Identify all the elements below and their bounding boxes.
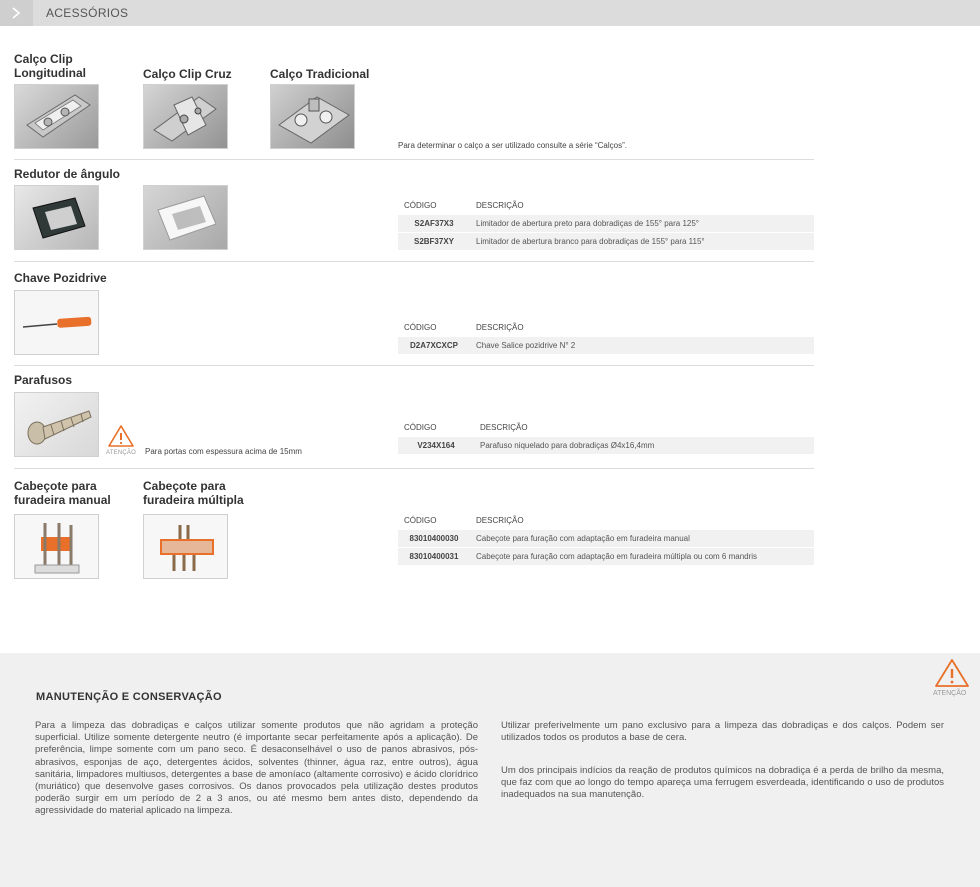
redutor-title: Redutor de ângulo [14, 167, 120, 181]
description-header: DESCRIÇÃO [476, 323, 524, 332]
code-header: CÓDIGO [404, 423, 437, 432]
product-code: 83010400030 [398, 530, 470, 547]
code-header: CÓDIGO [404, 201, 437, 210]
table-row [398, 437, 814, 454]
section-title: ACESSÓRIOS [46, 6, 129, 20]
maintenance-paragraph-2: Utilizar preferivelmente um pano exclusivo para a limpeza das dobradiças e dos calços. Podem ser utilizados todos os produtos a base de cera. [501, 720, 944, 744]
maintenance-title: MANUTENÇÃO E CONSERVAÇÃO [36, 691, 222, 703]
table-row [398, 233, 814, 250]
parafusos-title: Parafusos [14, 373, 73, 387]
section-header [0, 0, 980, 26]
warning-icon [107, 424, 135, 448]
section-divider [14, 468, 814, 469]
description-header: DESCRIÇÃO [480, 423, 528, 432]
expand-arrow-button[interactable] [0, 0, 33, 26]
maintenance-paragraph-1: Para a limpeza das dobradiças e calços utilizar somente produtos que não agridam a proteção superficial. Utilize somente detergente neutro (é importante secar perfeitamente após a aplicação). De preferência, limpe somente com um pano seco. É desaconselhável o uso de panos abrasivos, pós-abrasivos, esponjas de aço, detergentes ácidos, solventes (thinner, água raz, entre outros), água sanitária, limpadores multiusos, detergentes a base de amoníaco (altamente corrosivo) e ácido clorídrico (muriático) que desenvolve gases corrosivos. Os danos provocados pela utilização destes produtos poderão surgir em um período de 2 a 3 anos, ou até mesmo bem antes disto, dependendo da agressividade do material aplicado na limpeza. [35, 720, 478, 817]
calcos-note: Para determinar o calço a ser utilizado consulte a série “Calços”. [398, 141, 627, 150]
cabecote-manual-label: Cabeçote para furadeira manual [14, 479, 111, 507]
table-row [398, 530, 814, 547]
calco-tradicional-label: Calço Tradicional [270, 67, 370, 81]
table-row [398, 337, 814, 354]
product-code: S2BF37XY [398, 233, 470, 250]
product-code: V234X164 [398, 437, 474, 454]
maintenance-warning-badge [932, 658, 972, 700]
calco-clip-cruz-label: Calço Clip Cruz [143, 67, 232, 81]
warning-label: ATENÇÃO [933, 690, 967, 697]
section-divider [14, 365, 814, 366]
chave-title: Chave Pozidrive [14, 271, 107, 285]
product-code: S2AF37X3 [398, 215, 470, 232]
section-divider [14, 261, 814, 262]
chevron-right-icon [11, 7, 21, 19]
table-row [398, 215, 814, 232]
warning-badge [106, 424, 138, 458]
maintenance-paragraph-3: Um dos principais indícios da reação de produtos químicos na dobradiça é a perda de brilho da mesma, que faz com que ao longo do tempo apareça uma ferrugem esverdeada, identificando o uso de produtos inadequados na sua manutenção. [501, 765, 944, 801]
parafusos-table [398, 420, 814, 455]
product-code: D2A7XCXCP [398, 337, 470, 354]
parafusos-warning-note: Para portas com espessura acima de 15mm [145, 447, 302, 456]
chave-image [14, 290, 99, 355]
cabecote-manual-image [14, 514, 99, 579]
calco-clip-cruz-image [143, 84, 228, 149]
redutor-table [398, 198, 814, 251]
chave-table [398, 320, 814, 355]
code-header: CÓDIGO [404, 323, 437, 332]
parafuso-image [14, 392, 99, 457]
code-header: CÓDIGO [404, 516, 437, 525]
calco-clip-longitudinal-image [14, 84, 99, 149]
product-code: 83010400031 [398, 548, 470, 565]
product-description: Parafuso niquelado para dobradiças Ø4x16,4mm [474, 437, 814, 454]
product-description: Cabeçote para furação com adaptação em furadeira múltipla ou com 6 mandris [470, 548, 814, 565]
calco-tradicional-image [270, 84, 355, 149]
redutor-white-image [143, 185, 228, 250]
product-description: Limitador de abertura branco para dobradiças de 155° para 115° [470, 233, 814, 250]
product-description: Chave Salice pozidrive N° 2 [470, 337, 814, 354]
redutor-black-image [14, 185, 99, 250]
cabecote-multipla-image [143, 514, 228, 579]
cabecote-multipla-label: Cabeçote para furadeira múltipla [143, 479, 244, 507]
table-row [398, 548, 814, 565]
description-header: DESCRIÇÃO [476, 516, 524, 525]
calco-clip-longitudinal-label: Calço Clip Longitudinal [14, 52, 86, 80]
section-divider [14, 159, 814, 160]
warning-icon [934, 658, 970, 688]
warning-label: ATENÇÃO [106, 450, 136, 456]
cabecote-table [398, 513, 814, 566]
product-description: Limitador de abertura preto para dobradiças de 155° para 125° [470, 215, 814, 232]
description-header: DESCRIÇÃO [476, 201, 524, 210]
product-description: Cabeçote para furação com adaptação em furadeira manual [470, 530, 814, 547]
